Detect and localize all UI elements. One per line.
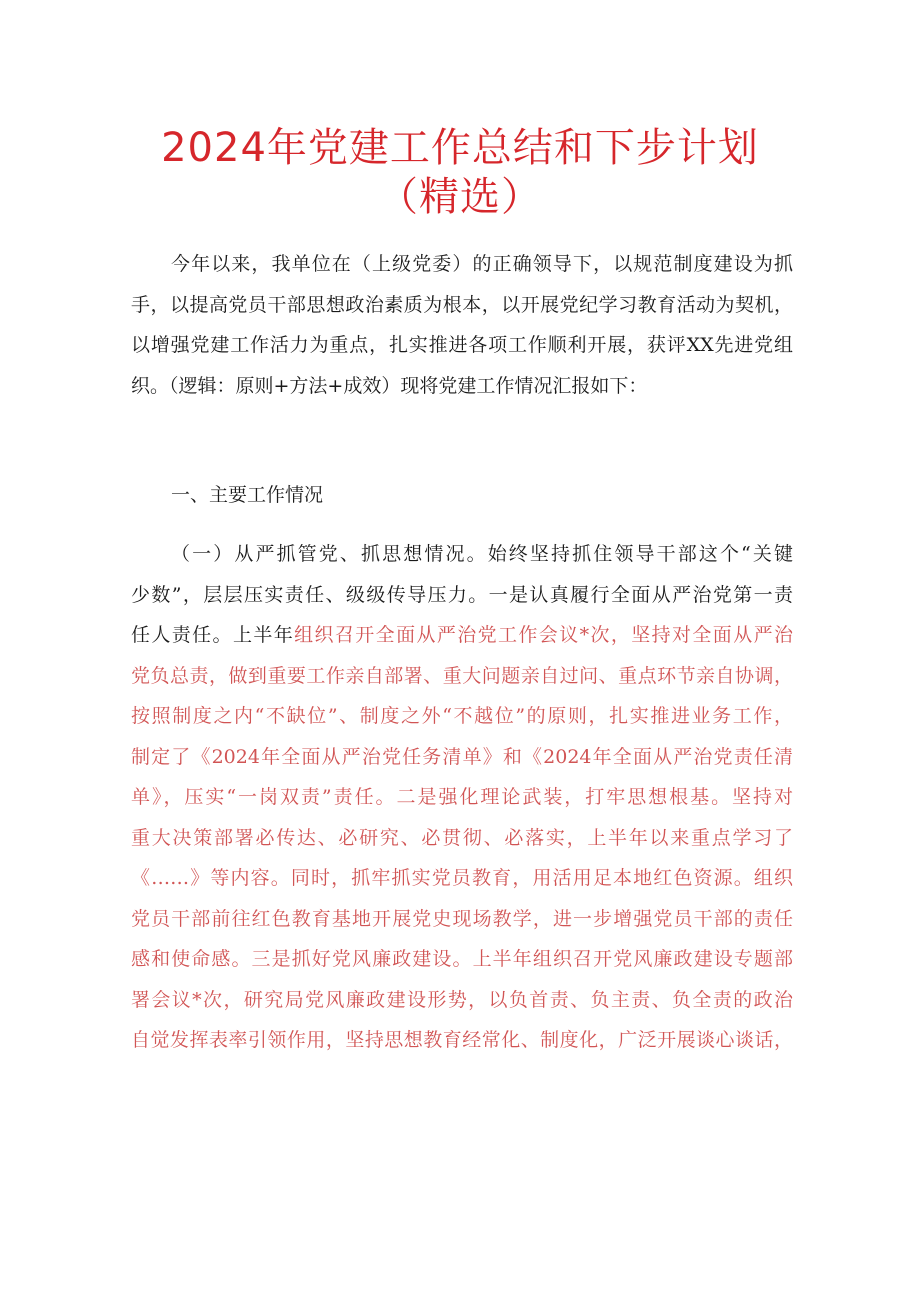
highlighted-text: 党负总责，做到重要工作亲自部署、重大问题亲自过问、重点环节亲自协调， bbox=[131, 664, 793, 687]
highlighted-text: 组织召开全面从严治党工作会议*次，坚持对全面从严治 bbox=[294, 624, 793, 646]
intro-line: 手，以提高党员干部思想政治素质为根本，以开展党纪学习教育活动为契机， bbox=[131, 293, 793, 316]
document-title: 2024年党建工作总结和下步计划 bbox=[161, 125, 759, 171]
intro-paragraph bbox=[131, 244, 793, 406]
highlighted-text: 重大决策部署必传达、必研究、必贯彻、必落实，上半年以来重点学习了 bbox=[131, 826, 793, 849]
highlighted-text: 制定了《2024年全面从严治党任务清单》和《2024年全面从严治党责任清 bbox=[131, 745, 793, 768]
highlighted-text: 按照制度之内“不缺位”、制度之外“不越位”的原则，扎实推进业务工作， bbox=[131, 705, 793, 727]
subsection-line bbox=[131, 737, 793, 778]
black-text: 任人责任。上半年 bbox=[131, 624, 295, 646]
subsection-line bbox=[131, 858, 793, 899]
subsection-line bbox=[131, 899, 793, 940]
intro-line: 今年以来，我单位在（上级党委）的正确领导下，以规范制度建设为抓 bbox=[171, 253, 793, 275]
black-text: 少数”，层层压实责任、级级传导压力。一是认真履行全面从严治党第一责 bbox=[131, 583, 793, 606]
document-subtitle: （精选） bbox=[378, 174, 542, 220]
highlighted-text: 署会议*次，研究局党风廉政建设形势，以负首责、负主责、负全责的政治 bbox=[131, 988, 793, 1011]
intro-line: 以增强党建工作活力为重点，扎实推进各项工作顺利开展，获评XX先进党组 bbox=[131, 334, 793, 356]
subsection-line bbox=[131, 615, 793, 656]
subsection-line bbox=[131, 534, 793, 575]
highlighted-text: 党员干部前往红色教育基地开展党史现场教学，进一步增强党员干部的责任 bbox=[131, 907, 793, 930]
subsection-line bbox=[131, 980, 793, 1021]
subsection-line bbox=[131, 656, 793, 697]
subsection-line bbox=[131, 939, 793, 980]
subsection-line bbox=[131, 575, 793, 616]
subsection-line bbox=[131, 696, 793, 737]
subsection-line bbox=[131, 818, 793, 859]
subsection-paragraph bbox=[131, 534, 793, 1061]
section-heading: 一、主要工作情况 bbox=[171, 484, 324, 506]
subsection-line bbox=[131, 1020, 793, 1061]
subsection-line bbox=[131, 777, 793, 818]
highlighted-text: 《……》等内容。同时，抓牢抓实党员教育，用活用足本地红色资源。组织 bbox=[131, 867, 793, 889]
black-text: （一）从严抓管党、抓思想情况。始终坚持抓住领导干部这个“关键 bbox=[171, 543, 793, 565]
highlighted-text: 单》，压实“一岗双责”责任。二是强化理论武装，打牢思想根基。坚持对 bbox=[131, 786, 793, 808]
section-heading-paragraph bbox=[131, 475, 793, 516]
highlighted-text: 感和使命感。三是抓好党风廉政建设。上半年组织召开党风廉政建设专题部 bbox=[131, 948, 793, 970]
highlighted-text: 自觉发挥表率引领作用，坚持思想教育经常化、制度化，广泛开展谈心谈话， bbox=[131, 1029, 793, 1051]
intro-line: 织。（逻辑：原则+方法+成效）现将党建工作情况汇报如下： bbox=[131, 374, 648, 397]
